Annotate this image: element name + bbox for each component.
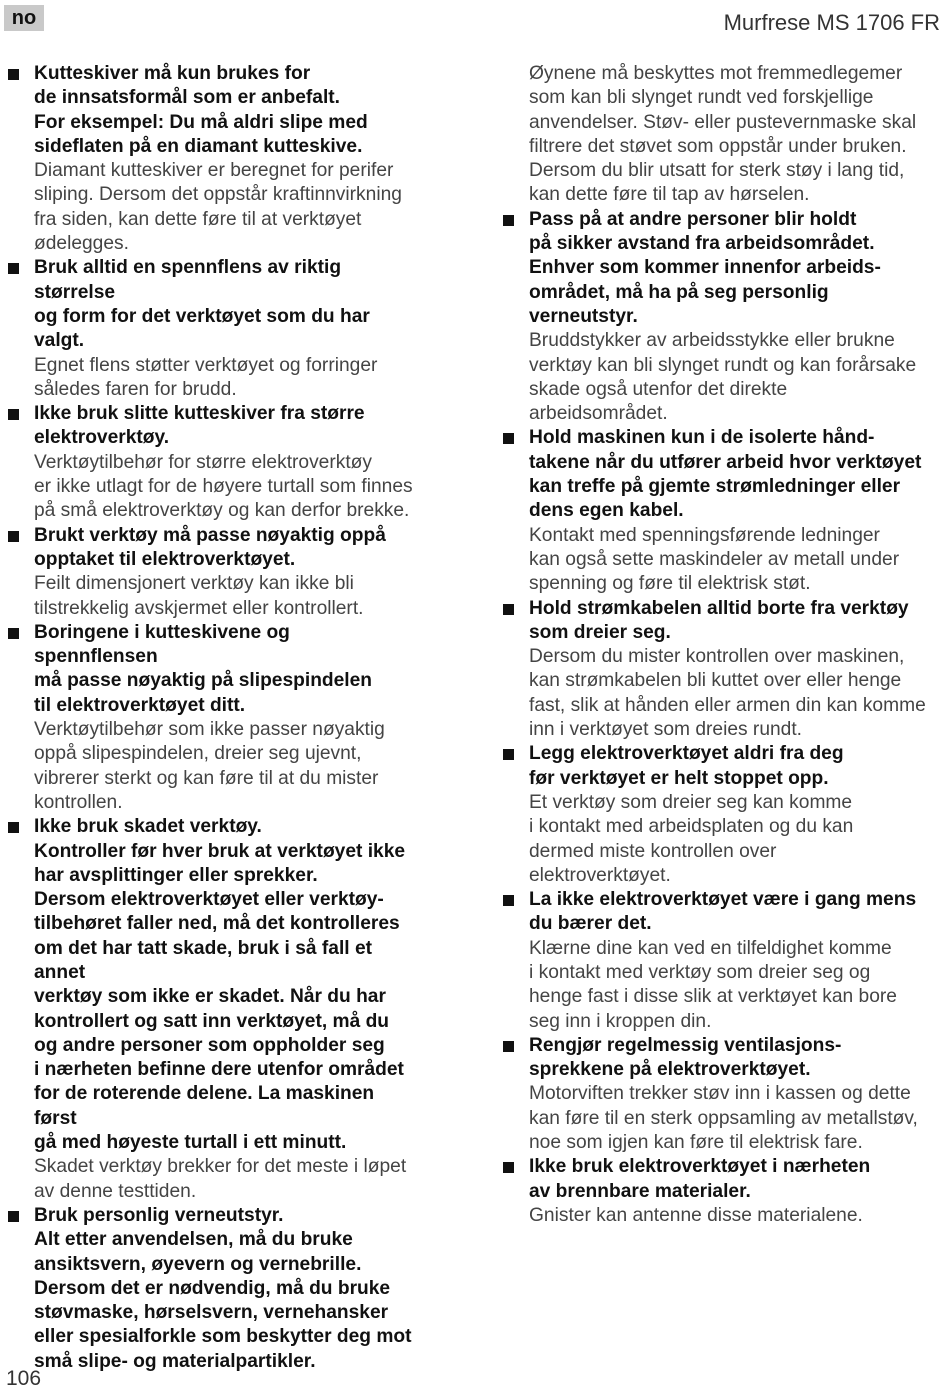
- instruction-line: Ikke bruk skadet verktøy.: [34, 816, 262, 838]
- instruction-line: Hold strømkabelen alltid borte fra verktøy: [529, 597, 909, 619]
- instruction-line: området, må ha på seg personlig: [529, 281, 829, 303]
- explanation-line: er ikke utlagt for de høyere turtall som finnes: [34, 476, 413, 498]
- explanation-line: kan strømkabelen bli kuttet over eller henge: [529, 670, 902, 692]
- instruction-line: Kontroller før hver bruk at verktøyet ikke: [34, 840, 406, 862]
- instruction-line: eller spesialforkle som beskytter deg mot: [34, 1326, 412, 1348]
- instruction-line: du bærer det.: [529, 913, 652, 935]
- instruction-line: sideflaten på en diamant kutteskive.: [34, 135, 363, 157]
- instruction-line: ansiktsvern, øyevern og vernebrille.: [34, 1253, 362, 1275]
- instruction-line: av brennbare materialer.: [529, 1180, 751, 1202]
- square-bullet-icon: [8, 628, 19, 639]
- square-bullet-icon: [8, 69, 19, 80]
- explanation-line: ødelegges.: [34, 233, 129, 255]
- explanation-line: således faren for brudd.: [34, 378, 237, 400]
- explanation-line: henge fast i disse slik at verktøyet kan bore: [529, 986, 897, 1008]
- safety-item: [503, 62, 941, 208]
- instruction-line: kontrollert og satt inn verktøyet, må du: [34, 1010, 390, 1032]
- instruction-line: Bruk alltid en spennflens av riktig størrelse: [34, 257, 342, 303]
- explanation-line: Diamant kutteskiver er beregnet for perifer: [34, 160, 394, 182]
- explanation-line: på små elektroverktøy og kan derfor brekke.: [34, 500, 410, 522]
- instruction-line: sprekkene på elektroverktøyet.: [529, 1059, 811, 1081]
- instruction-line: og andre personer som oppholder seg: [34, 1034, 385, 1056]
- explanation-line: vibrerer sterkt og kan føre til at du mister: [34, 767, 379, 789]
- explanation-line: fast, slik at hånden eller armen din kan komme: [529, 694, 926, 716]
- explanation-line: som kan bli slynget rundt ved forskjellige: [529, 87, 874, 109]
- square-bullet-icon: [8, 531, 19, 542]
- instruction-line: Pass på at andre personer blir holdt: [529, 208, 857, 230]
- instruction-line: Rengjør regelmessig ventilasjons-: [529, 1034, 842, 1056]
- instruction-line: For eksempel: Du må aldri slipe med: [34, 111, 368, 133]
- safety-item: [503, 426, 941, 596]
- square-bullet-icon: [8, 263, 19, 274]
- instruction-line: Hold maskinen kun i de isolerte hånd-: [529, 427, 875, 449]
- explanation-line: Kontakt med spenningsførende ledninger: [529, 524, 880, 546]
- safety-item: [503, 208, 941, 427]
- explanation-line: kan også sette maskindeler av metall under: [529, 548, 900, 570]
- explanation-line: Et verktøy som dreier seg kan komme: [529, 791, 853, 813]
- square-bullet-icon: [503, 604, 514, 615]
- instruction-line: Bruk personlig verneutstyr.: [34, 1204, 284, 1226]
- instruction-line: Ikke bruk elektroverktøyet i nærheten: [529, 1156, 871, 1178]
- explanation-line: Øynene må beskyttes mot fremmedlegemer: [529, 63, 903, 84]
- right-column: [503, 62, 941, 1228]
- instruction-line: opptaket til elektroverktøyet.: [34, 548, 296, 570]
- square-bullet-icon: [8, 1211, 19, 1222]
- explanation-line: Egnet flens støtter verktøyet og forringer: [34, 354, 378, 376]
- instruction-line: støvmaske, hørselsvern, vernehansker: [34, 1302, 389, 1324]
- instruction-line: Boringene i kutteskivene og spennflensen: [34, 621, 290, 668]
- instruction-line: har avsplittinger eller sprekker.: [34, 864, 318, 886]
- instruction-line: før verktøyet er helt stoppet opp.: [529, 767, 829, 789]
- safety-item: [8, 815, 418, 1204]
- instruction-line: tilbehøret faller ned, må det kontrolleres: [34, 913, 400, 935]
- explanation-line: Klærne dine kan ved en tilfeldighet komme: [529, 937, 892, 959]
- explanation-line: Dersom du mister kontrollen over maskinen,: [529, 646, 905, 668]
- safety-item: [503, 597, 941, 743]
- explanation-line: fra siden, kan dette føre til at verktøyet: [34, 208, 362, 230]
- instruction-line: Dersom elektroverktøyet eller verktøy-: [34, 889, 384, 911]
- instruction-line: som dreier seg.: [529, 621, 671, 643]
- instruction-line: Dersom det er nødvendig, må du bruke: [34, 1277, 391, 1299]
- instruction-line: verktøy som ikke er skadet. Når du har: [34, 986, 386, 1008]
- explanation-line: av denne testtiden.: [34, 1180, 197, 1202]
- explanation-line: oppå slipespindelen, dreier seg ujevnt,: [34, 743, 362, 765]
- instruction-line: Ikke bruk slitte kutteskiver fra større: [34, 403, 365, 425]
- instruction-line: for de roterende delene. La maskinen først: [34, 1083, 375, 1129]
- safety-item: [8, 1204, 418, 1374]
- instruction-line: dens egen kabel.: [529, 500, 684, 522]
- explanation-line: kan dette føre til tap av hørselen.: [529, 184, 810, 206]
- instruction-line: på sikker avstand fra arbeidsområdet.: [529, 233, 875, 255]
- instruction-line: Kutteskiver må kun brukes for: [34, 63, 311, 84]
- instruction-line: om det har tatt skade, bruk i så fall et annet: [34, 937, 373, 983]
- square-bullet-icon: [8, 822, 19, 833]
- explanation-line: Verktøytilbehør for større elektroverktøy: [34, 451, 372, 473]
- instruction-line: Enhver som kommer innenfor arbeids-: [529, 257, 881, 279]
- square-bullet-icon: [503, 749, 514, 760]
- safety-item: [8, 524, 418, 621]
- explanation-line: arbeidsområdet.: [529, 403, 668, 425]
- safety-item: [8, 402, 418, 523]
- safety-item: [8, 621, 418, 815]
- instruction-line: La ikke elektroverktøyet være i gang mens: [529, 889, 917, 911]
- document-title: Murfrese MS 1706 FR: [723, 10, 940, 35]
- instruction-line: Brukt verktøy må passe nøyaktig oppå: [34, 524, 386, 546]
- explanation-line: Verktøytilbehør som ikke passer nøyaktig: [34, 719, 385, 741]
- safety-item: [8, 256, 418, 402]
- instruction-line: Alt etter anvendelsen, må du bruke: [34, 1229, 353, 1251]
- square-bullet-icon: [503, 1041, 514, 1052]
- instruction-line: elektroverktøy.: [34, 427, 170, 449]
- instruction-line: de innsatsformål som er anbefalt.: [34, 87, 341, 109]
- instruction-line: gå med høyeste turtall i ett minutt.: [34, 1132, 347, 1154]
- explanation-line: noe som igjen kan føre til elektrisk fare.: [529, 1132, 863, 1154]
- explanation-line: Skadet verktøy brekker for det meste i løpet: [34, 1156, 407, 1178]
- explanation-line: Bruddstykker av arbeidsstykke eller brukne: [529, 330, 895, 352]
- page-number: 106: [6, 1367, 42, 1390]
- explanation-line: seg inn i kroppen din.: [529, 1010, 712, 1032]
- explanation-line: sliping. Dersom det oppstår kraftinnvirkning: [34, 184, 402, 206]
- explanation-line: Gnister kan antenne disse materialene.: [529, 1204, 863, 1226]
- safety-item: [503, 1034, 941, 1155]
- safety-item: [8, 62, 418, 256]
- explanation-line: i kontakt med verktøy som dreier seg og: [529, 961, 871, 983]
- explanation-line: filtrere det støvet som oppstår under bruken.: [529, 135, 907, 157]
- instruction-line: takene når du utfører arbeid hvor verktøyet: [529, 451, 922, 473]
- safety-item: [503, 1155, 941, 1228]
- language-badge: no: [4, 5, 44, 31]
- instruction-line: og form for det verktøyet som du har valgt.: [34, 305, 370, 352]
- explanation-line: Dersom du blir utsatt for sterk støy i lang tid,: [529, 160, 905, 182]
- explanation-line: i kontakt med arbeidsplaten og du kan: [529, 816, 854, 838]
- explanation-line: anvendelser. Støv- eller pustevernmaske skal: [529, 111, 917, 133]
- square-bullet-icon: [503, 1162, 514, 1173]
- instruction-line: Legg elektroverktøyet aldri fra deg: [529, 743, 844, 765]
- instruction-line: verneutstyr.: [529, 305, 638, 327]
- explanation-line: Motorviften trekker støv inn i kassen og dette: [529, 1083, 911, 1105]
- instruction-line: kan treffe på gjemte strømledninger eller: [529, 476, 901, 498]
- square-bullet-icon: [503, 215, 514, 226]
- instruction-line: til elektroverktøyet ditt.: [34, 694, 246, 716]
- explanation-line: spenning og føre til elektrisk støt.: [529, 573, 811, 595]
- explanation-line: Feilt dimensjonert verktøy kan ikke bli: [34, 573, 354, 595]
- instruction-line: i nærheten befinne dere utenfor området: [34, 1059, 404, 1081]
- instruction-line: må passe nøyaktig på slipespindelen: [34, 670, 373, 692]
- explanation-line: tilstrekkelig avskjermet eller kontrollert.: [34, 597, 364, 619]
- instruction-line: små slipe- og materialpartikler.: [34, 1350, 316, 1372]
- safety-item: [503, 742, 941, 888]
- square-bullet-icon: [503, 895, 514, 906]
- explanation-line: kontrollen.: [34, 791, 123, 813]
- left-column: [8, 62, 418, 1374]
- square-bullet-icon: [8, 409, 19, 420]
- explanation-line: kan føre til en sterk oppsamling av metallstøv,: [529, 1107, 918, 1129]
- explanation-line: elektroverktøyet.: [529, 864, 671, 886]
- square-bullet-icon: [503, 433, 514, 444]
- safety-item: [503, 888, 941, 1034]
- explanation-line: verktøy kan bli slynget rundt og kan forårsake: [529, 354, 917, 376]
- explanation-line: skade også utenfor det direkte: [529, 378, 788, 400]
- explanation-line: dermed miste kontrollen over: [529, 840, 777, 862]
- explanation-line: inn i verktøyet som dreies rundt.: [529, 719, 802, 741]
